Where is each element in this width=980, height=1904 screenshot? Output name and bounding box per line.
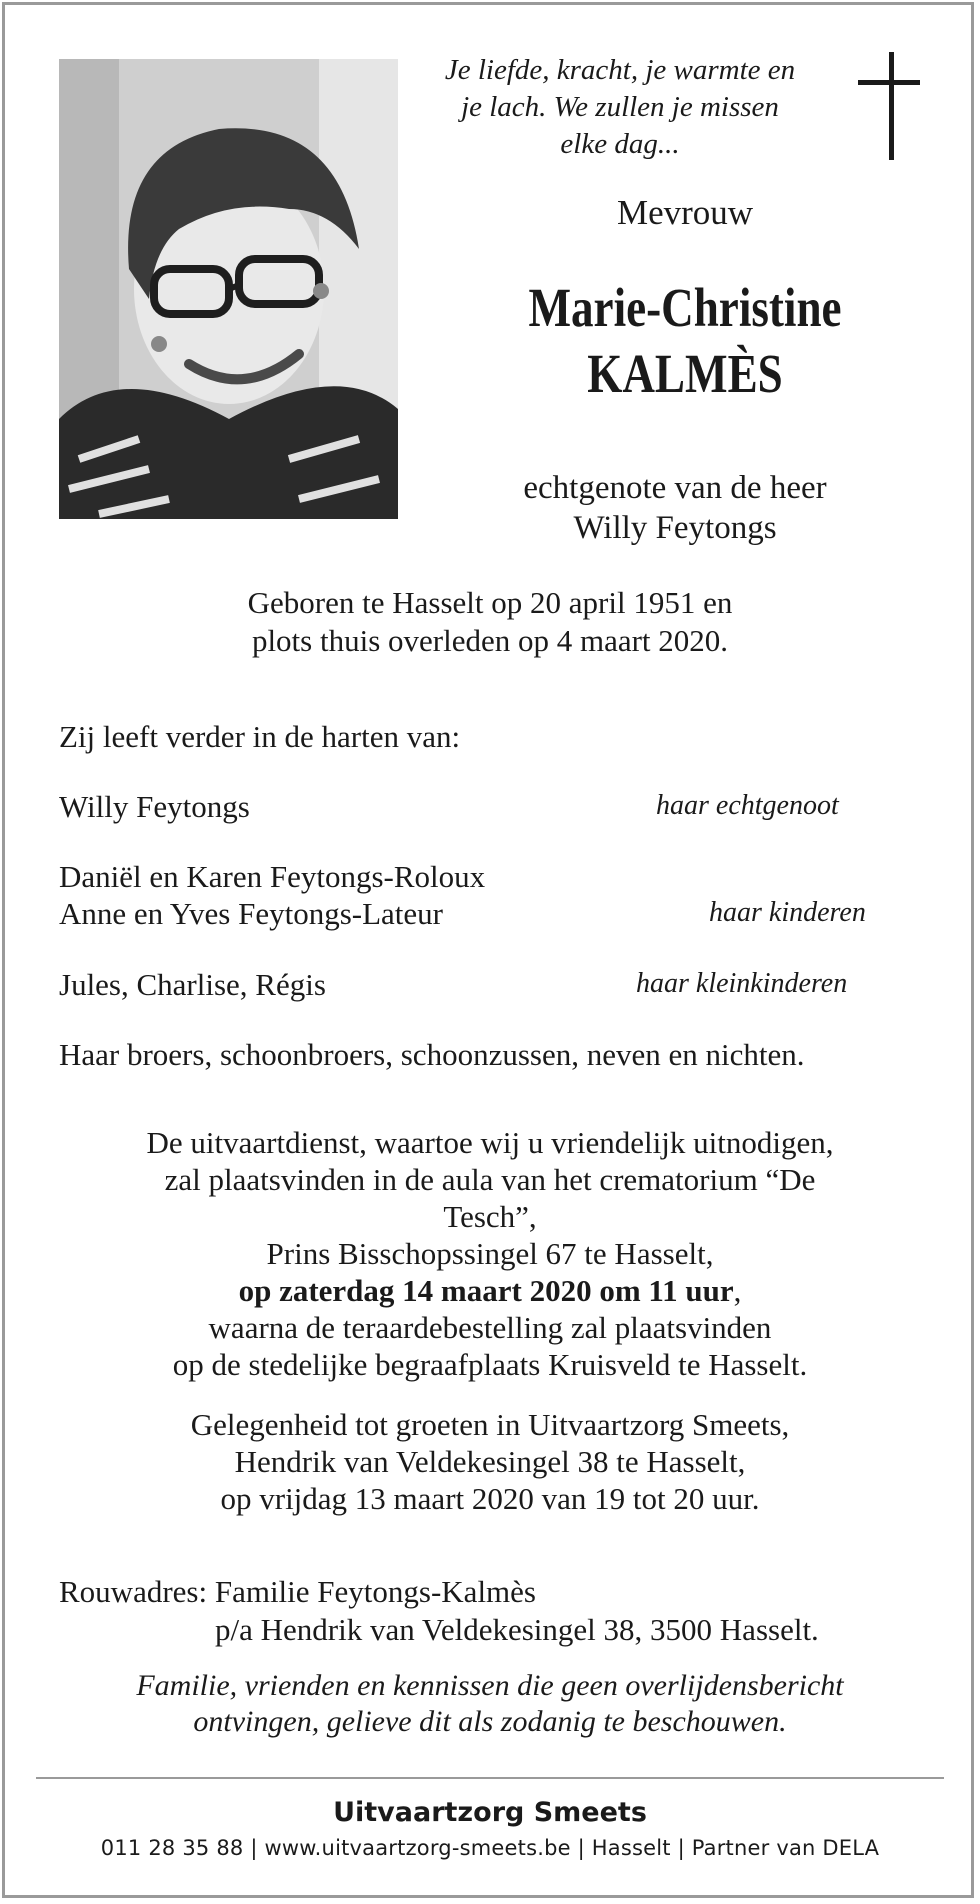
service-line: waarna de teraardebestelling zal plaatsvinden: [208, 1310, 772, 1345]
born-line: Geboren te Hasselt op 20 april 1951 en: [247, 585, 733, 620]
service-date-tail: ,: [733, 1273, 742, 1308]
service-line: op de stedelijke begraafplaats Kruisveld te Hasselt.: [172, 1347, 808, 1382]
spouse-line: echtgenote van de heer: [523, 470, 827, 506]
portrait-photo: [59, 59, 398, 519]
survivor-grandchildren: Jules, Charlise, Régis: [59, 967, 326, 1002]
mourning-address-street: p/a Hendrik van Veldekesingel 38, 3500 Hasselt.: [215, 1612, 819, 1647]
birth-death-info: [140, 584, 840, 660]
memorial-quote: [420, 52, 820, 163]
survivor-child: Anne en Yves Feytongs-Lateur: [59, 896, 444, 931]
service-line: Tesch”,: [443, 1199, 537, 1234]
funeral-service-info: [40, 1124, 940, 1383]
mourning-address: Rouwadres: Familie Feytongs-Kalmès: [59, 1574, 536, 1609]
cross-icon: [858, 52, 928, 160]
survivors-intro: Zij leeft verder in de harten van:: [59, 719, 461, 754]
footer-divider: [36, 1777, 944, 1779]
survivor-spouse-relation: haar echtgenoot: [656, 790, 839, 821]
grandchildren-relation: haar kleinkinderen: [636, 968, 848, 999]
quote-line: elke dag...: [560, 128, 680, 160]
service-line: zal plaatsvinden in de aula van het crematorium “De: [164, 1162, 816, 1197]
quote-line: je lach. We zullen je missen: [461, 91, 779, 123]
deceased-name: [484, 275, 886, 407]
survivor-others: Haar broers, schoonbroers, schoonzussen, neven en nichten.: [59, 1037, 805, 1072]
service-date: op zaterdag 14 maart 2020 om 11 uur: [238, 1273, 734, 1308]
first-name: Marie-Christine: [528, 277, 842, 338]
children-relation: haar kinderen: [709, 897, 866, 928]
spouse-info: [430, 468, 920, 548]
notice-line: Familie, vrienden en kennissen die geen overlijdensbericht: [136, 1669, 844, 1702]
spouse-line: Willy Feytongs: [573, 510, 777, 546]
visitation-info: [40, 1406, 940, 1517]
born-line: plots thuis overleden op 4 maart 2020.: [251, 623, 729, 658]
visitation-line: op vrijdag 13 maart 2020 van 19 tot 20 uur.: [220, 1481, 760, 1516]
service-line: Prins Bisschopssingel 67 te Hasselt,: [266, 1236, 714, 1271]
notice-line: ontvingen, gelieve dit als zodanig te beschouwen.: [193, 1705, 787, 1738]
service-line: De uitvaartdienst, waartoe wij u vriendelijk uitnodigen,: [146, 1125, 834, 1160]
service-date-line: [40, 1272, 940, 1309]
funeral-home-contact: 011 28 35 88 | www.uitvaartzorg-smeets.be | Hasselt | Partner van DELA: [100, 1836, 880, 1860]
notice: [40, 1668, 940, 1740]
visitation-line: Gelegenheid tot groeten in Uitvaartzorg Smeets,: [190, 1407, 790, 1442]
survivor-child: Daniël en Karen Feytongs-Roloux: [59, 859, 486, 894]
last-name: KALMÈS: [587, 343, 783, 404]
quote-line: Je liefde, kracht, je warmte en: [444, 54, 796, 86]
honorific: Mevrouw: [616, 193, 754, 232]
visitation-line: Hendrik van Veldekesingel 38 te Hasselt,: [234, 1444, 746, 1479]
funeral-home-name: Uitvaartzorg Smeets: [333, 1797, 647, 1828]
survivor-spouse-name: Willy Feytongs: [59, 789, 250, 824]
